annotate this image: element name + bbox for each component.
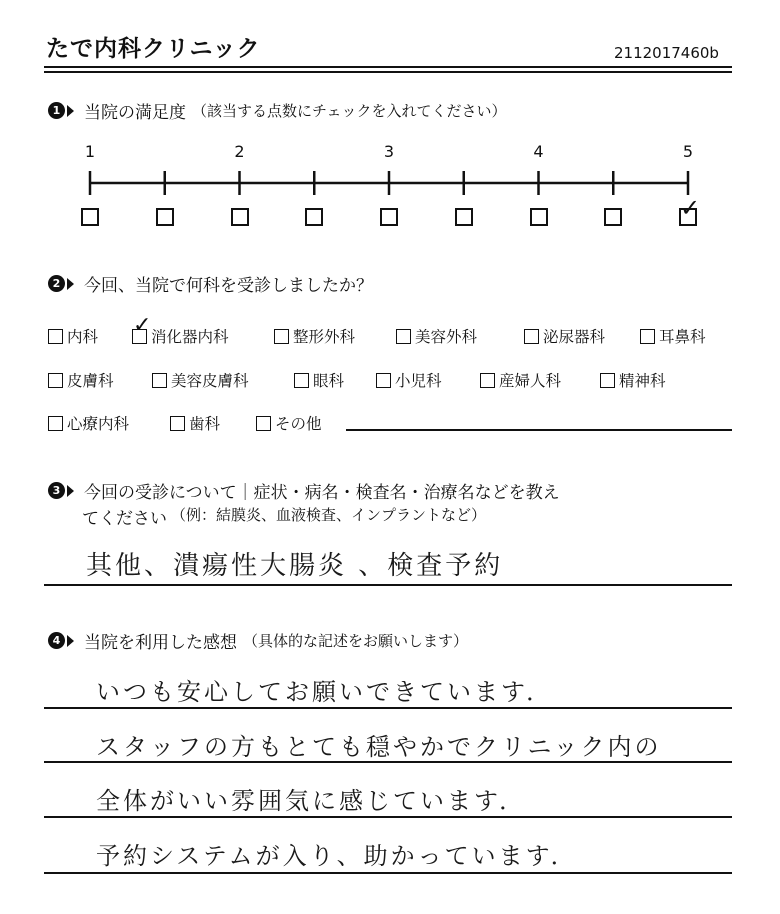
department-checkbox[interactable] [600, 373, 615, 388]
q4-label: 当院を利用した感想 [84, 633, 237, 653]
department-label: 心療内科 [67, 415, 130, 433]
scale-axis [90, 171, 688, 195]
department-label: 整形外科 [293, 328, 356, 346]
q3-label-line1: 今回の受診について｜症状・病名・検査名・治療名などを教え [84, 483, 560, 503]
satisfaction-checkbox[interactable] [156, 208, 174, 226]
q2-number-badge: 2 [48, 275, 65, 292]
q4-answer-line-3[interactable]: 全体がいい雰囲気に感じています． [96, 787, 527, 815]
department-option[interactable] [274, 325, 355, 347]
department-option[interactable] [256, 412, 322, 434]
department-label: 小児科 [395, 372, 442, 390]
arrow-icon [67, 485, 74, 497]
department-option[interactable] [152, 369, 249, 391]
satisfaction-checkbox[interactable] [455, 208, 473, 226]
q4-answer-line-1[interactable]: いつも安心してお願いできています． [96, 678, 554, 706]
department-option[interactable] [48, 325, 98, 347]
department-checkbox[interactable] [524, 329, 539, 344]
satisfaction-checkbox[interactable] [530, 208, 548, 226]
department-label: 泌尿器科 [543, 328, 606, 346]
department-option[interactable] [600, 369, 666, 391]
department-checkbox[interactable] [274, 329, 289, 344]
department-label: 皮膚科 [67, 372, 114, 390]
check-mark-icon: ✓ [680, 194, 701, 222]
q1-number-badge: 1 [48, 102, 65, 119]
q4-rule-3 [44, 816, 732, 818]
q3-label-line2: てください [82, 509, 167, 529]
q3-heading [48, 478, 560, 503]
department-label: その他 [275, 415, 322, 433]
department-option[interactable] [132, 313, 229, 347]
q1-note: （該当する点数にチェックを入れてください） [192, 102, 507, 120]
department-checkbox[interactable] [294, 373, 309, 388]
department-checkbox[interactable] [640, 329, 655, 344]
department-label: 消化器内科 [151, 328, 229, 346]
department-label: 精神科 [619, 372, 666, 390]
scale-label-5: 5 [682, 142, 694, 161]
satisfaction-checkbox[interactable] [231, 208, 249, 226]
department-option[interactable] [294, 369, 344, 391]
arrow-icon [67, 278, 74, 290]
q3-handwritten-answer[interactable]: 其他、潰瘍性大腸炎 、検査予約 [86, 551, 504, 581]
clinic-title: たで内科クリニック [46, 36, 261, 62]
q4-rule-1 [44, 707, 732, 709]
department-label: 美容外科 [415, 328, 478, 346]
q4-heading [48, 628, 468, 653]
scale-label-3: 3 [383, 142, 395, 161]
q2-label: 今回、当院で何科を受診しましたか？ [84, 276, 373, 296]
satisfaction-checkbox[interactable] [380, 208, 398, 226]
q3-number-badge: 3 [48, 482, 65, 499]
department-option[interactable] [640, 325, 706, 347]
department-checkbox[interactable] [396, 329, 411, 344]
document-id: 2112017460b [614, 44, 719, 62]
department-checkbox[interactable] [480, 373, 495, 388]
satisfaction-checkbox[interactable] [305, 208, 323, 226]
department-label: 歯科 [189, 415, 221, 433]
q3-note: （例：結膜炎、血液検査、インプラントなど） [171, 506, 487, 524]
department-checkbox[interactable] [48, 416, 63, 431]
department-label: 内科 [67, 328, 99, 346]
q4-answer-line-4[interactable]: 予約システムが入り、助かっています． [96, 842, 578, 870]
scale-label-2: 2 [234, 142, 245, 161]
department-checkbox[interactable] [256, 416, 271, 431]
satisfaction-checkbox[interactable] [81, 208, 99, 226]
q3-heading-cont [82, 504, 486, 529]
department-option[interactable] [170, 412, 220, 434]
q4-rule-2 [44, 761, 732, 763]
other-answer-line[interactable] [346, 429, 732, 431]
department-label: 耳鼻科 [659, 328, 706, 346]
department-checkbox[interactable] [48, 373, 63, 388]
q4-answer-line-2[interactable]: スタッフの方もとても穏やかでクリニック内の [96, 733, 662, 761]
department-option[interactable] [396, 325, 477, 347]
department-checkbox[interactable] [170, 416, 185, 431]
q4-rule-4 [44, 872, 732, 874]
q1-label: 当院の満足度 [84, 103, 186, 123]
department-checkbox[interactable] [152, 373, 167, 388]
department-label: 産婦人科 [499, 372, 562, 390]
department-option[interactable] [524, 325, 605, 347]
q3-answer-line [44, 584, 732, 586]
satisfaction-checkbox[interactable] [604, 208, 622, 226]
department-option[interactable] [48, 412, 129, 434]
q2-heading [48, 271, 373, 296]
department-option[interactable] [376, 369, 442, 391]
department-option[interactable] [48, 369, 114, 391]
check-mark-icon: ✓ [133, 313, 152, 338]
satisfaction-scale [0, 0, 780, 240]
q4-note: （具体的な記述をお願いします） [243, 632, 469, 650]
department-checkbox[interactable] [376, 373, 391, 388]
scale-label-4: 4 [533, 142, 544, 161]
q4-number-badge: 4 [48, 632, 65, 649]
arrow-icon [67, 635, 74, 647]
department-option[interactable] [480, 369, 561, 391]
scale-label-1: 1 [84, 142, 96, 161]
department-label: 眼科 [313, 372, 345, 390]
department-checkbox[interactable] [48, 329, 63, 344]
department-label: 美容皮膚科 [171, 372, 249, 390]
